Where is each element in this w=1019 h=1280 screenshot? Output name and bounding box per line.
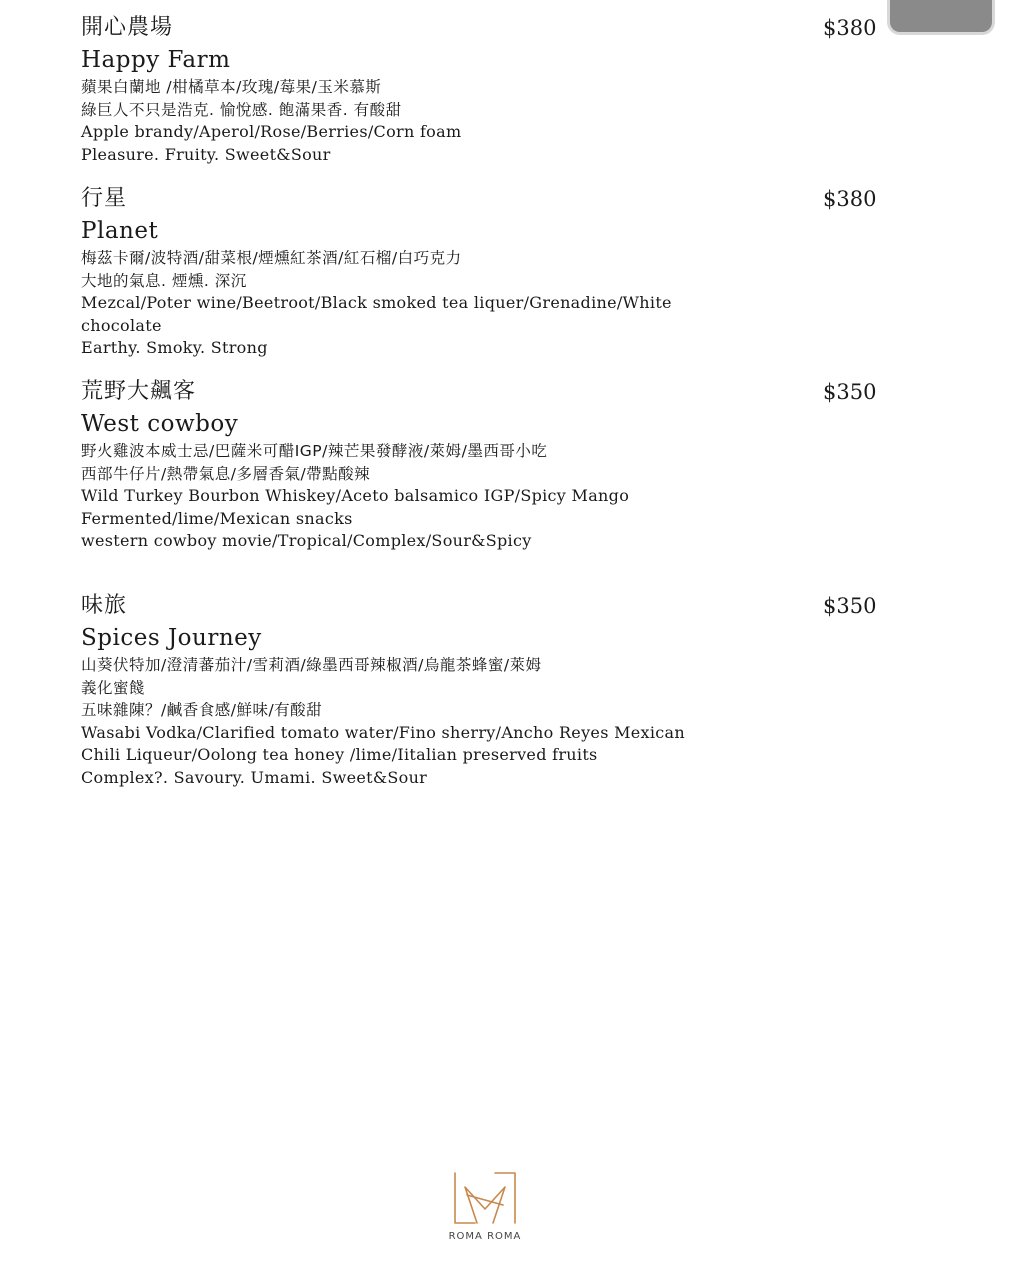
item-name-en: West cowboy	[81, 411, 239, 437]
item-ingredients-en: Wild Turkey Bourbon Whiskey/Aceto balsamico IGP/Spicy Mango	[81, 486, 630, 505]
item-ingredients-zh: 山葵伏特加/澄清蕃茄汁/雪莉酒/綠墨西哥辣椒酒/烏龍茶蜂蜜/萊姆	[81, 656, 542, 674]
item-name-zh: 荒野大飆客	[81, 379, 197, 404]
item-price: $350	[823, 380, 877, 404]
corner-tab[interactable]	[890, 0, 992, 32]
item-notes-en: Complex?. Savoury. Umami. Sweet&Sour	[81, 767, 428, 787]
item-notes-en: western cowboy movie/Tropical/Complex/Sour&Spicy	[81, 531, 532, 550]
item-price: $380	[823, 187, 877, 211]
menu-item-planet	[81, 185, 881, 360]
item-name-en: Planet	[81, 218, 159, 244]
item-name-zh: 開心農場	[81, 15, 174, 40]
item-ingredients-zh: 野火雞波本威士忌/巴薩米可醋IGP/辣芒果發酵液/萊姆/墨西哥小吃	[81, 442, 548, 460]
roma-roma-logo	[440, 1165, 530, 1242]
item-price: $350	[823, 594, 877, 618]
item-price: $380	[823, 16, 877, 40]
item-ingredients-en-cont: Chili Liqueur/Oolong tea honey /lime/Iitalian preserved fruits	[81, 745, 598, 764]
item-ingredients-zh: 梅茲卡爾/波特酒/甜菜根/煙燻紅茶酒/紅石榴/白巧克力	[81, 249, 462, 267]
item-ingredients-en-cont: chocolate	[81, 315, 162, 335]
item-ingredients-en-cont: Fermented/lime/Mexican snacks	[81, 508, 353, 528]
item-notes-en: Pleasure. Fruity. Sweet&Sour	[81, 144, 331, 164]
item-ingredients-en: Mezcal/Poter wine/Beetroot/Black smoked tea liquer/Grenadine/White	[81, 293, 672, 312]
item-notes-zh: 西部牛仔片/熱帶氣息/多層香氣/帶點酸辣	[81, 464, 371, 483]
item-name-zh: 味旅	[81, 593, 128, 618]
logo-text: ROMA ROMA	[448, 1231, 522, 1242]
menu-item-west-cowboy	[81, 378, 881, 553]
item-name-en: Happy Farm	[81, 47, 231, 73]
item-ingredients-en: Wasabi Vodka/Clarified tomato water/Fino sherry/Ancho Reyes Mexican	[81, 722, 685, 742]
item-notes-zh: 大地的氣息. 煙燻. 深沉	[81, 271, 247, 290]
item-name-en: Spices Journey	[81, 625, 262, 651]
item-notes-en: Earthy. Smoky. Strong	[81, 338, 268, 357]
item-name-zh: 行星	[81, 186, 128, 211]
menu-item-happy-farm	[81, 14, 881, 166]
item-ingredients-zh-cont: 義化蜜餞	[81, 678, 146, 697]
menu-item-spices-journey	[81, 592, 881, 789]
item-notes-zh: 綠巨人不只是浩克. 愉悅感. 飽滿果香. 有酸甜	[81, 100, 402, 119]
item-ingredients-en: Apple brandy/Aperol/Rose/Berries/Corn foam	[81, 122, 462, 141]
logo-mark-icon	[447, 1165, 523, 1227]
item-notes-zh: 五味雜陳？/鹹香食感/鮮味/有酸甜	[81, 701, 323, 719]
item-ingredients-zh: 蘋果白蘭地 /柑橘草本/玫瑰/莓果/玉米慕斯	[81, 78, 382, 96]
